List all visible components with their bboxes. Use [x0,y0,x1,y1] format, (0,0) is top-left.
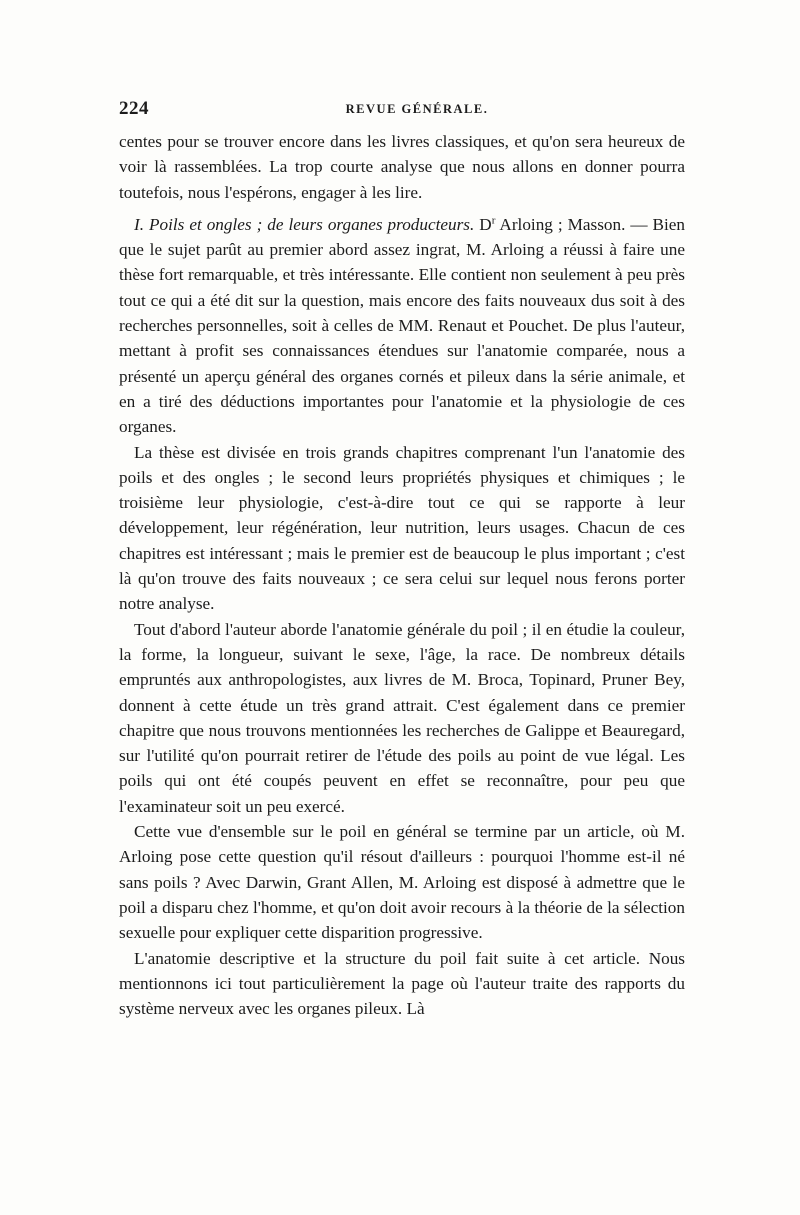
page-body [119,129,685,1021]
paragraph-section-one [119,212,685,440]
paragraph-continuation: centes pour se trouver encore dans les livres classiques, et qu'on sera heureux de voir là rassemblées. La trop courte analyse que nous allons en donner pourra toutefois, nous l'espérons, engager à les lire. [119,132,685,202]
page-number: 224 [119,98,149,119]
section-body: Arloing ; Masson. — Bien que le sujet parût au premier abord assez ingrat, M. Arloing a réussi à faire une thèse fort remarquable, et très intéressante. Elle contient non seulement à peu près tout ce qui a été dit sur la question, mais encore des faits nouveaux dus soit à des recherches personnelles, soit à celles de MM. Renaut et Pouchet. De plus l'auteur, mettant à profit ses connaissances étendues sur l'anatomie comparée, nous a présenté un aperçu général des organes cornés et pileux dans la série animale, et en a tiré des déductions importantes pour l'anatomie et la physiologie de ces organes. [119,214,686,437]
paragraph: Tout d'abord l'auteur aborde l'anatomie générale du poil ; il en étudie la couleur, la forme, la longueur, suivant le sexe, l'âge, la race. De nombreux détails empruntés aux anthropologistes, aux livres de M. Broca, Topinard, Pruner Bey, donnent à cette étude un très grand attrait. C'est également dans ce premier chapitre que nous trouvons mentionnées les recherches de Galippe et Beauregard, sur l'utilité qu'on pourrait retirer de l'étude des poils au point de vue légal. Les poils qui ont été coupés peuvent en effet se reconnaître, pour peu que l'examinateur soit un peu exercé. [119,619,685,816]
running-title: REVUE GÉNÉRALE. [345,102,489,116]
author-prefix-superscript: r [491,214,496,227]
page-header [119,98,685,122]
section-heading: I. Poils et ongles ; de leurs organes producteurs. [134,214,475,234]
paragraph: Cette vue d'ensemble sur le poil en général se termine par un article, où M. Arloing pose cette question qu'il résout d'ailleurs : pourquoi l'homme est-il né sans poils ? Avec Darwin, Grant Allen, M. Arloing est disposé à admettre que le poil a disparu chez l'homme, et qu'on doit avoir recours à la théorie de la sélection sexuelle pour expliquer cette disparition progressive. [119,822,685,943]
author-prefix: D [474,214,492,234]
paragraph: La thèse est divisée en trois grands chapitres comprenant l'un l'anatomie des poils et des ongles ; le second leurs propriétés physiques et chimiques ; le troisième leur physiologie, c'est-à-dire tout ce qui se rapporte à leur développement, leur régénération, leur nutrition, leurs usages. Chacun de ces chapitres est intéressant ; mais le premier est de beaucoup le plus important ; c'est là qu'on trouve des faits nouveaux ; ce sera celui sur lequel nous ferons porter notre analyse. [119,442,685,614]
paragraph: L'anatomie descriptive et la structure du poil fait suite à cet article. Nous mentionnons ici tout particulièrement la page où l'auteur traite des rapports du système nerveux avec les organes pileux. Là [119,948,685,1019]
